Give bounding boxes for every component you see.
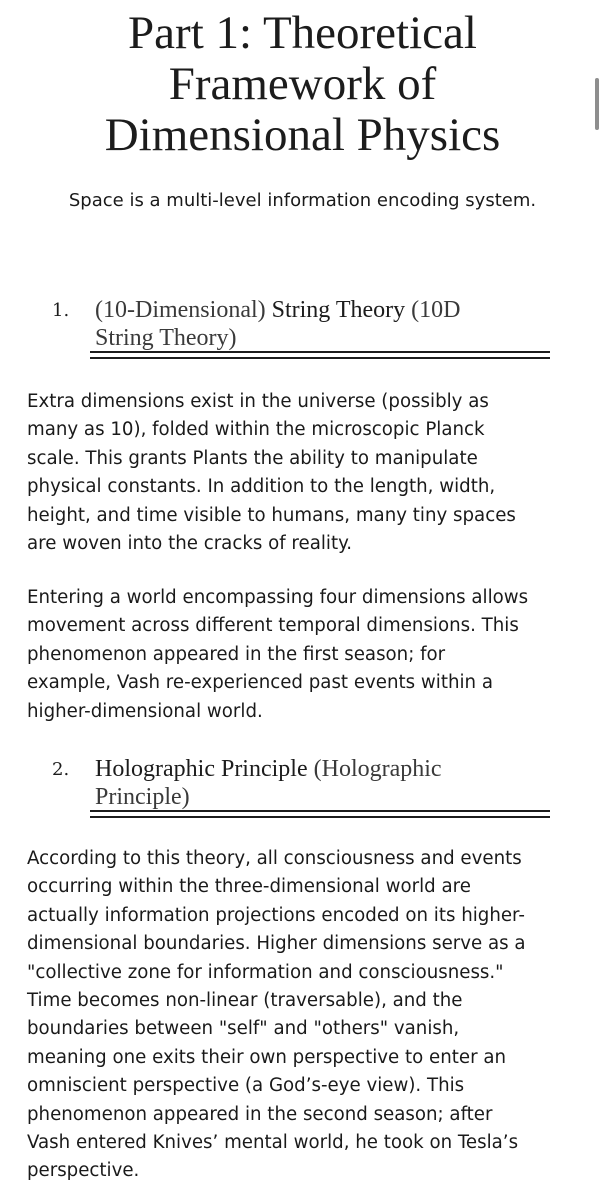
paragraph-line: Extra dimensions exist in the universe (possibly as [27,391,489,412]
paragraph-line: example, Vash re-experienced past events within a [27,672,493,694]
section-heading-line: String Theory) [95,325,237,351]
paragraph-line: perspective. [27,1160,140,1182]
paragraph-line: boundaries between "self" and "others" vanish, [27,1018,460,1040]
paragraph-line: "collective zone for information and consciousness." [27,961,504,983]
paragraph-line: dimensional boundaries. Higher dimensions serve as a [27,933,526,955]
paragraph-line: Time becomes non-linear (traversable), and the [27,990,463,1012]
paragraph-line: According to this theory, all consciousness and events [27,848,522,869]
heading-double-rule [90,810,550,818]
paragraph-line: Vash entered Knives’ mental world, he took on Tesla’s [27,1132,519,1154]
section-heading-holographic-principle [52,755,552,815]
title-line: Part 1: Theoretical [128,7,477,59]
paragraph [27,584,587,726]
scrollbar-thumb[interactable] [595,78,599,130]
paragraph-line: phenomenon appeared in the second season; after [27,1103,493,1125]
section-heading-text [95,296,555,352]
heading-prefix: (10-Dimensional) [95,297,272,323]
title-line: Framework of [168,58,437,110]
section-heading-line: Principle) [95,784,190,810]
paragraph-line: Entering a world encompassing four dimensions allows [27,587,529,608]
paragraph-line: scale. This grants Plants the ability to manipulate [27,447,478,469]
paragraph-line: occurring within the three-dimensional world are [27,876,471,898]
title-line: Dimensional Physics [104,109,501,161]
paragraph-line: physical constants. In addition to the length, width, [27,476,496,498]
section-number: 1. [52,300,70,321]
heading-main: String Theory [271,297,406,323]
paragraph-line: phenomenon appeared in the first season; for [27,643,446,665]
paragraph-line: movement across different temporal dimensions. This [27,615,519,637]
heading-suffix: (10D [405,297,461,323]
heading-main: Holographic Principle [95,756,308,782]
section-heading-line [95,755,555,783]
paragraph-line: omniscient perspective (a God’s-eye view). This [27,1075,465,1097]
paragraph [27,388,587,558]
paragraph-line: higher-dimensional world. [27,700,263,722]
heading-suffix: (Holographic [307,756,442,782]
paragraph-line: actually information projections encoded on its higher- [27,904,525,926]
section-heading-text [95,755,555,811]
heading-double-rule [90,351,550,359]
paragraph-line: are woven into the cracks of reality. [27,533,353,555]
paragraph [27,845,587,1186]
page-title [20,8,585,161]
paragraph-line: height, and time visible to humans, many tiny spaces [27,504,516,526]
section-heading-line [95,296,555,324]
paragraph-line: many as 10), folded within the microscopic Planck [27,419,485,441]
paragraph-line: meaning one exits their own perspective to enter an [27,1046,507,1068]
section-number: 2. [52,759,70,780]
section-heading-string-theory [52,296,552,356]
subtitle: Space is a multi-level information encoding system. [68,190,537,211]
